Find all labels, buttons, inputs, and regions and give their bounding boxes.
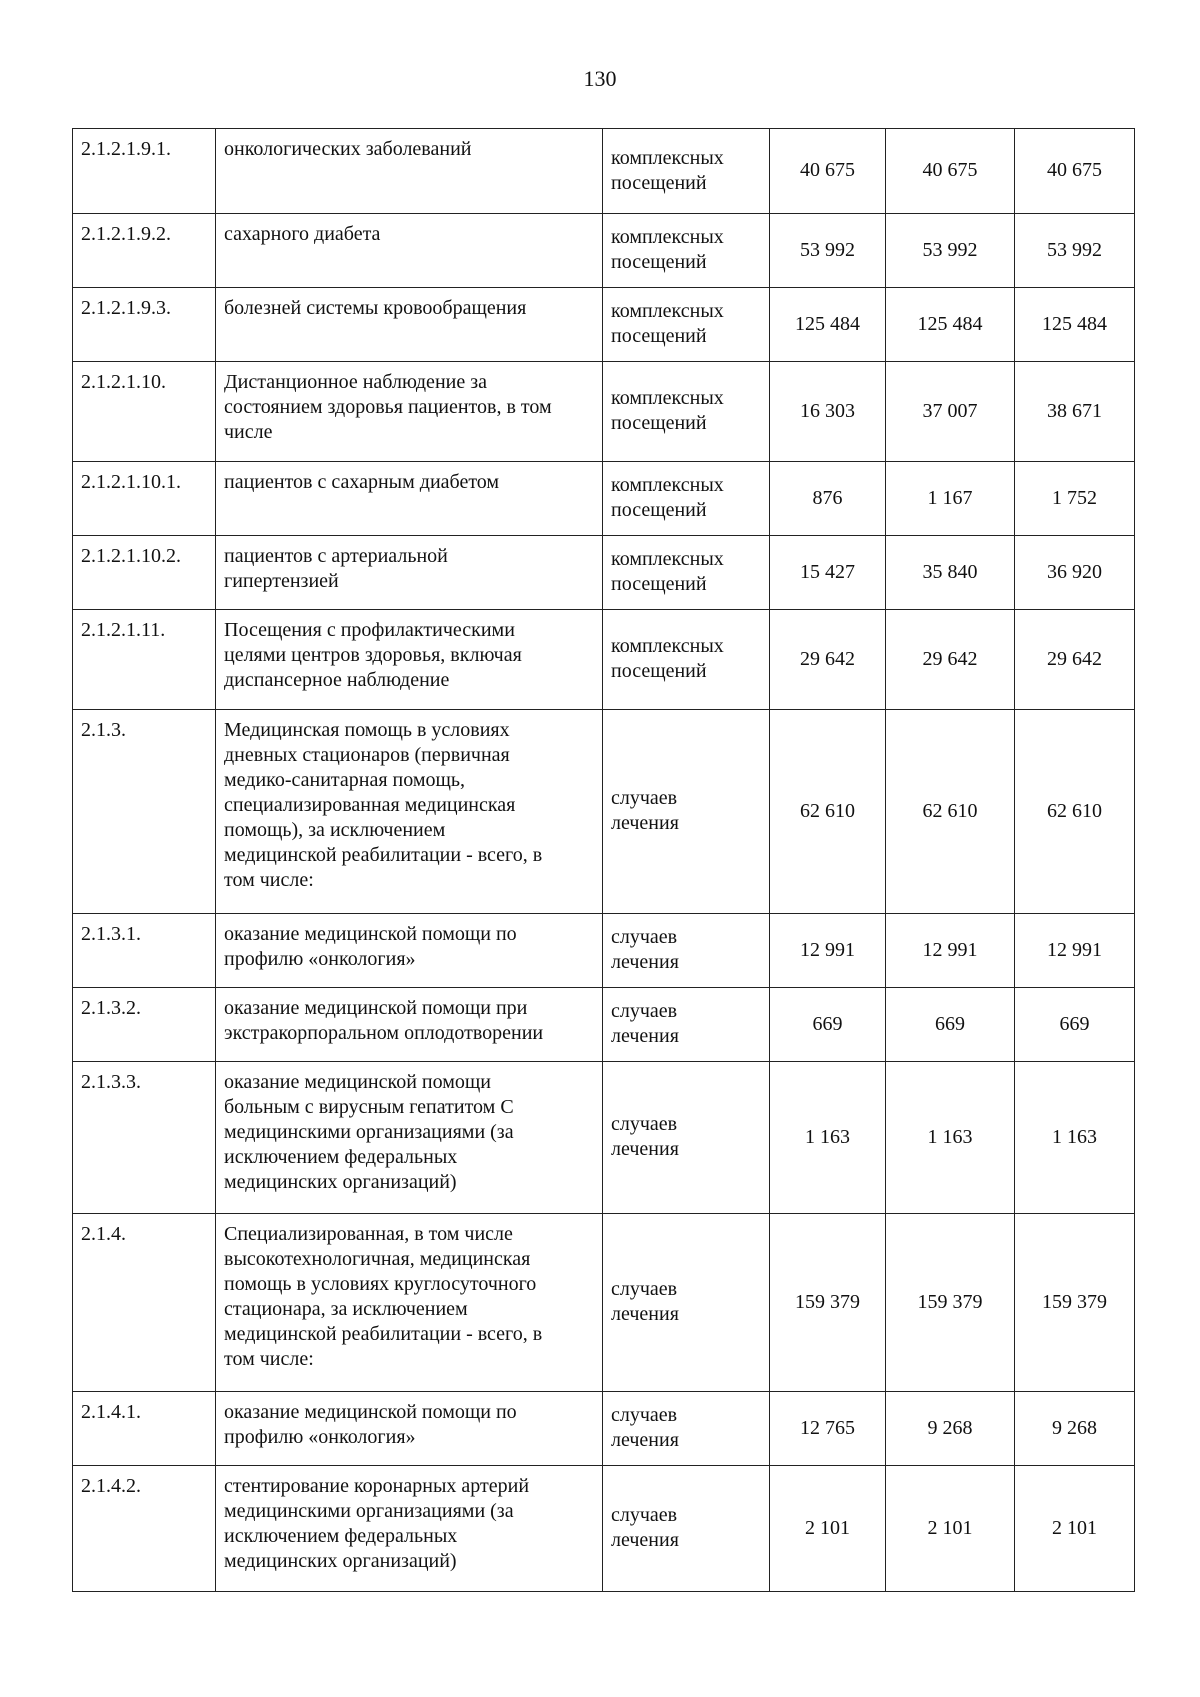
row-value-2-cell (886, 1062, 1015, 1214)
row-name-cell (216, 1466, 603, 1592)
row-value-2: 12 991 (922, 938, 978, 961)
table-row (73, 536, 1135, 610)
row-name-cell (216, 129, 603, 214)
row-value-2: 125 484 (917, 312, 983, 335)
row-name-cell (216, 214, 603, 288)
row-name-cell (216, 1214, 603, 1392)
row-unit: случаев лечения (611, 787, 679, 834)
row-value-2-cell (886, 914, 1015, 988)
row-value-2-cell (886, 536, 1015, 610)
row-value-3-cell (1015, 914, 1135, 988)
row-unit-cell (603, 914, 770, 988)
row-unit: комплексных посещений (611, 300, 724, 347)
row-value-2-cell (886, 362, 1015, 462)
row-name: оказание медицинской помощи по профилю «онкология» (224, 923, 517, 970)
row-name-cell (216, 1392, 603, 1466)
table-body (73, 129, 1135, 1592)
row-code: 2.1.2.1.11. (81, 619, 166, 641)
row-code: 2.1.4.1. (81, 1401, 141, 1423)
row-value-3: 12 991 (1047, 938, 1102, 961)
row-unit-cell (603, 1392, 770, 1466)
row-value-2: 37 007 (922, 399, 978, 422)
row-value-1-cell (770, 1062, 886, 1214)
row-code-cell (73, 988, 216, 1062)
row-name: онкологических заболеваний (224, 138, 472, 160)
row-code-cell (73, 1062, 216, 1214)
row-value-3: 669 (1059, 1012, 1090, 1035)
row-value-1: 2 101 (805, 1516, 850, 1539)
row-value-3: 53 992 (1047, 238, 1102, 261)
row-value-1-cell (770, 610, 886, 710)
table-row (73, 214, 1135, 288)
row-value-3-cell (1015, 988, 1135, 1062)
row-value-1-cell (770, 710, 886, 914)
row-name: Дистанционное наблюдение за состоянием здоровья пациентов, в том числе (224, 371, 552, 443)
row-value-2: 1 167 (927, 486, 973, 509)
row-unit-cell (603, 710, 770, 914)
table-row (73, 914, 1135, 988)
row-value-3: 1 752 (1052, 486, 1097, 509)
row-code: 2.1.2.1.10.2. (81, 545, 181, 567)
row-value-1-cell (770, 288, 886, 362)
row-code-cell (73, 129, 216, 214)
row-name-cell (216, 536, 603, 610)
row-value-1-cell (770, 988, 886, 1062)
row-value-3: 38 671 (1047, 399, 1102, 422)
row-unit: случаев лечения (611, 1113, 679, 1160)
row-value-1-cell (770, 536, 886, 610)
row-value-3-cell (1015, 362, 1135, 462)
row-value-1: 15 427 (800, 560, 855, 583)
row-value-2-cell (886, 610, 1015, 710)
row-value-2: 159 379 (917, 1290, 983, 1313)
row-value-3-cell (1015, 1392, 1135, 1466)
row-value-2-cell (886, 129, 1015, 214)
row-value-1-cell (770, 129, 886, 214)
row-name-cell (216, 988, 603, 1062)
row-value-3: 36 920 (1047, 560, 1102, 583)
table-row (73, 362, 1135, 462)
table-row (73, 610, 1135, 710)
row-unit-cell (603, 362, 770, 462)
row-code-cell (73, 1392, 216, 1466)
row-name: оказание медицинской помощи больным с вирусным гепатитом С медицинскими организациями (за исключением федеральных медицинских организаций) (224, 1071, 514, 1193)
row-unit-cell (603, 536, 770, 610)
row-code-cell (73, 914, 216, 988)
row-value-1: 159 379 (795, 1290, 860, 1313)
row-code-cell (73, 462, 216, 536)
row-unit: комплексных посещений (611, 474, 724, 521)
row-code: 2.1.2.1.10. (81, 371, 166, 393)
row-value-2-cell (886, 288, 1015, 362)
row-code-cell (73, 214, 216, 288)
row-name: Посещения с профилактическими целями центров здоровья, включая диспансерное наблюдение (224, 619, 522, 691)
row-unit-cell (603, 214, 770, 288)
row-code: 2.1.2.1.9.1. (81, 138, 171, 160)
row-name: пациентов с артериальной гипертензией (224, 545, 448, 592)
row-value-3-cell (1015, 710, 1135, 914)
row-code: 2.1.4. (81, 1223, 126, 1245)
row-code-cell (73, 1466, 216, 1592)
row-code-cell (73, 710, 216, 914)
row-unit-cell (603, 988, 770, 1062)
row-value-3: 159 379 (1042, 1290, 1107, 1313)
data-table (72, 128, 1135, 1592)
row-value-2-cell (886, 988, 1015, 1062)
row-code-cell (73, 536, 216, 610)
row-value-1-cell (770, 914, 886, 988)
row-code: 2.1.3.3. (81, 1071, 141, 1093)
row-value-2: 669 (935, 1012, 965, 1035)
row-value-3: 29 642 (1047, 647, 1102, 670)
row-value-3-cell (1015, 1214, 1135, 1392)
row-name: оказание медицинской помощи при экстракорпоральном оплодотворении (224, 997, 544, 1044)
table-row (73, 710, 1135, 914)
row-value-2: 62 610 (922, 799, 978, 822)
row-unit: комплексных посещений (611, 548, 724, 595)
row-value-1-cell (770, 362, 886, 462)
row-code: 2.1.3.2. (81, 997, 141, 1019)
row-value-2: 40 675 (922, 159, 978, 181)
row-value-2-cell (886, 1392, 1015, 1466)
row-unit: комплексных посещений (611, 387, 724, 434)
row-value-1: 16 303 (800, 399, 855, 422)
row-value-1-cell (770, 1466, 886, 1592)
row-unit-cell (603, 288, 770, 362)
row-name: Специализированная, в том числе высокотехнологичная, медицинская помощь в условиях круглосуточного стационара, за исключением медицинской реабилитации - всего, в том числе: (224, 1223, 543, 1370)
row-unit: комплексных посещений (611, 146, 724, 194)
row-unit-cell (603, 610, 770, 710)
table-row (73, 988, 1135, 1062)
row-name-cell (216, 610, 603, 710)
row-value-3: 125 484 (1042, 312, 1107, 335)
row-value-3: 40 675 (1047, 159, 1102, 181)
row-code-cell (73, 362, 216, 462)
row-value-1: 29 642 (800, 647, 855, 670)
row-value-2: 2 101 (927, 1516, 973, 1539)
row-value-3-cell (1015, 610, 1135, 710)
row-value-2-cell (886, 1214, 1015, 1392)
row-value-2: 9 268 (927, 1416, 973, 1439)
row-value-1: 669 (812, 1012, 843, 1035)
row-value-1-cell (770, 462, 886, 536)
row-code: 2.1.2.1.9.2. (81, 223, 171, 245)
row-unit-cell (603, 1214, 770, 1392)
row-value-1-cell (770, 1392, 886, 1466)
row-value-3: 2 101 (1052, 1516, 1097, 1539)
table-row (73, 129, 1135, 214)
row-name-cell (216, 288, 603, 362)
row-unit-cell (603, 1466, 770, 1592)
table-row (73, 288, 1135, 362)
row-value-1: 53 992 (800, 238, 855, 261)
row-unit: случаев лечения (611, 1278, 679, 1325)
table-row (73, 1466, 1135, 1592)
row-name: Медицинская помощь в условиях дневных стационаров (первичная медико-санитарная помощь, специализированная медицинская помощь), за исключением медицинской реабилитации - всего, в том числе: (224, 719, 543, 891)
row-value-1: 12 765 (800, 1416, 855, 1439)
row-name: стентирование коронарных артерий медицинскими организациями (за исключением федеральных медицинских организаций) (224, 1475, 530, 1572)
row-value-3-cell (1015, 214, 1135, 288)
row-value-3: 1 163 (1052, 1125, 1097, 1148)
row-unit: комплексных посещений (611, 635, 724, 682)
row-name-cell (216, 710, 603, 914)
row-unit: случаев лечения (611, 1404, 679, 1451)
row-unit: случаев лечения (611, 1000, 679, 1047)
row-unit-cell (603, 129, 770, 214)
row-value-3-cell (1015, 288, 1135, 362)
row-value-1: 12 991 (800, 938, 855, 961)
row-name: болезней системы кровообращения (224, 297, 527, 319)
table-row (73, 462, 1135, 536)
row-unit: случаев лечения (611, 1504, 679, 1551)
row-value-3: 62 610 (1047, 799, 1102, 822)
row-code-cell (73, 288, 216, 362)
row-value-2-cell (886, 710, 1015, 914)
row-value-2: 35 840 (922, 560, 978, 583)
row-code-cell (73, 610, 216, 710)
row-value-1: 62 610 (800, 799, 855, 822)
row-value-1-cell (770, 1214, 886, 1392)
row-value-2-cell (886, 462, 1015, 536)
row-unit-cell (603, 462, 770, 536)
row-code: 2.1.3. (81, 719, 126, 741)
row-value-1: 125 484 (795, 312, 860, 335)
row-code: 2.1.2.1.10.1. (81, 471, 181, 493)
row-value-3-cell (1015, 462, 1135, 536)
row-code-cell (73, 1214, 216, 1392)
row-code: 2.1.4.2. (81, 1475, 141, 1497)
row-value-3-cell (1015, 1062, 1135, 1214)
row-name: сахарного диабета (224, 223, 381, 245)
row-name: оказание медицинской помощи по профилю «онкология» (224, 1401, 517, 1448)
row-value-1: 40 675 (800, 159, 855, 181)
row-value-2-cell (886, 214, 1015, 288)
row-value-3: 9 268 (1052, 1416, 1097, 1439)
row-value-1: 876 (812, 486, 843, 509)
row-value-1: 1 163 (805, 1125, 850, 1148)
row-value-1-cell (770, 214, 886, 288)
row-value-3-cell (1015, 536, 1135, 610)
row-unit: комплексных посещений (611, 226, 724, 273)
row-value-2: 29 642 (922, 647, 978, 670)
table-row (73, 1214, 1135, 1392)
row-value-3-cell (1015, 1466, 1135, 1592)
row-name-cell (216, 462, 603, 536)
row-value-2: 53 992 (922, 238, 978, 261)
row-name: пациентов с сахарным диабетом (224, 471, 500, 493)
row-value-2-cell (886, 1466, 1015, 1592)
table-row (73, 1062, 1135, 1214)
row-unit-cell (603, 1062, 770, 1214)
row-name-cell (216, 914, 603, 988)
page-number: 130 (583, 66, 617, 91)
row-value-3-cell (1015, 129, 1135, 214)
row-name-cell (216, 1062, 603, 1214)
row-name-cell (216, 362, 603, 462)
row-value-2: 1 163 (927, 1125, 973, 1148)
table-row (73, 1392, 1135, 1466)
row-code: 2.1.2.1.9.3. (81, 297, 171, 319)
row-unit: случаев лечения (611, 926, 679, 973)
row-code: 2.1.3.1. (81, 923, 141, 945)
